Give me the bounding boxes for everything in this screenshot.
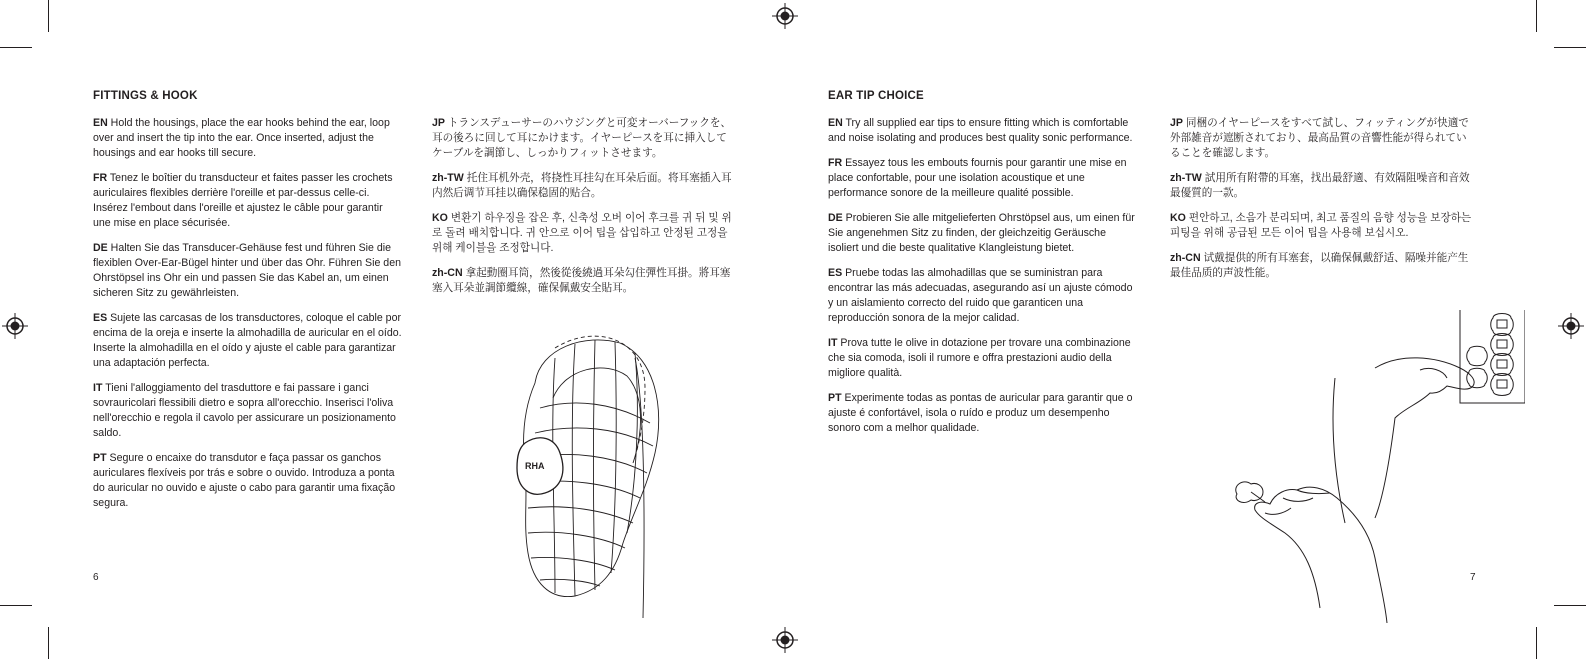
paragraph-zh-tw: zh-TW 試用所有附帶的耳塞，找出最舒適、有效隔阻噪音和音效最優質的一款。 (1170, 172, 1470, 199)
registration-mark-icon (772, 3, 798, 29)
page-number-right: 7 (1470, 572, 1476, 583)
paragraph-en: EN Hold the housings, place the ear hooks behind the ear, loop over and insert the tip into the ear. Once inserted, adjust the housings and ear hooks till secure. (93, 117, 390, 159)
paragraph-jp: JP 同梱のイヤーピースをすべて試し、フィッティングが快適で外部雑音が遮断されており、最高品質の音響性能が得られていることを確認します。 (1170, 117, 1469, 159)
paragraph-jp: JP トランスデューサーのハウジングと可変オーバーフックを、耳の後ろに回して耳にかけます。イヤーピースを耳に挿入してケーブルを調節し、しっかりフィットさせます。 (432, 117, 732, 159)
paragraph-es: ES Sujete las carcasas de los transductores, coloque el cable por encima de la oreja e inserte la almohadilla de auricular en el oído. Inserte la almohadilla en el oído y ajuste el cable para garantizar una adaptación perfecta. (93, 312, 402, 369)
ear-fitting-illustration (495, 328, 675, 623)
left-page-column-1 (93, 116, 403, 521)
paragraph-de: DE Halten Sie das Transducer-Gehäuse fest und führen Sie die flexiblen Over-Ear-Bügel hinter und über das Ohr. Führen Sie den Ohrstöpsel ins Ohr ein und passen Sie das Kabel an, um einen sicheren Sitz zu gewährleisten. (93, 242, 401, 299)
paragraph-ko: KO 변환기 하우징을 잡은 후, 신축성 오버 이어 후크를 귀 뒤 및 위로 돌려 배치합니다. 귀 안으로 이어 팁을 삽입하고 안정된 고정을 위해 케이블을 조정합니다. (432, 212, 732, 254)
crop-mark (48, 627, 49, 659)
section-heading-fittings: FITTINGS & HOOK (93, 90, 198, 102)
crop-mark (0, 47, 32, 48)
paragraph-ko: KO 편안하고, 소음가 분리되며, 최고 품질의 음향 성능을 보장하는 피팅을 위해 공급된 모든 이어 팁을 사용해 보십시오. (1170, 212, 1472, 239)
ear-tip-selection-illustration (1225, 308, 1525, 623)
section-heading-ear-tip: EAR TIP CHOICE (828, 90, 924, 102)
paragraph-fr: FR Essayez tous les embouts fournis pour garantir une mise en place confortable, pour une isolation acoustique et une performance sonore de la meilleure qualité possible. (828, 157, 1127, 199)
crop-mark (1536, 0, 1537, 32)
crop-mark (48, 0, 49, 32)
paragraph-it: IT Prova tutte le olive in dotazione per trovare una combinazione che sia comoda, isoli il rumore e offra prestazioni audio della migliore qualità. (828, 337, 1131, 379)
crop-mark (1536, 627, 1537, 659)
paragraph-pt: PT Segure o encaixe do transdutor e faça passar os ganchos auriculares flexíveis por trás e sobre o ouvido. Introduza a ponta do auricular no ouvido e ajuste o cabo para garantir uma fixação segura. (93, 452, 396, 509)
registration-mark-icon (2, 313, 28, 339)
registration-mark-icon (1558, 313, 1584, 339)
page-number-left: 6 (93, 572, 99, 583)
paragraph-pt: PT Experimente todas as pontas de auricular para garantir que o ajuste é confortável, isola o ruído e produz um desempenho sonoro com a melhor qualidade. (828, 392, 1133, 434)
paragraph-fr: FR Tenez le boîtier du transducteur et faites passer les crochets auriculaires flexibles derrière l'oreille et par-dessus celle-ci. Insérez l'embout dans l'oreille et ajustez le câble pour garantir une mise en place sécurisée. (93, 172, 393, 229)
crop-mark (1554, 605, 1586, 606)
paragraph-de: DE Probieren Sie alle mitgelieferten Ohrstöpsel aus, um einen für Sie angenehmen Sitz zu finden, der gleichzeitig Geräusche isoliert und die beste qualitative Klangleistung bietet. (828, 212, 1135, 254)
left-page-column-2 (432, 116, 737, 306)
registration-mark-icon (772, 627, 798, 653)
crop-mark (0, 605, 32, 606)
paragraph-zh-tw: zh-TW 托住耳机外壳，将挠性耳挂勾在耳朵后面。将耳塞插入耳内然后调节耳挂以确保稳固的贴合。 (432, 172, 732, 199)
paragraph-en: EN Try all supplied ear tips to ensure fitting which is comfortable and noise isolating and produces best quality sonic performance. (828, 117, 1133, 144)
paragraph-es: ES Pruebe todas las almohadillas que se suministran para encontrar las más adecuadas, asegurando así un ajuste cómodo y un aislamiento correcto del ruido que garanticen una reproducción sonora de la mejor calidad. (828, 267, 1133, 324)
paragraph-zh-cn: zh-CN 试戴提供的所有耳塞套，以确保佩戴舒适、隔噪并能产生最佳品质的声波性能。 (1170, 252, 1469, 279)
crop-mark (1554, 47, 1586, 48)
right-page-column-2 (1170, 116, 1475, 291)
right-page-column-1 (828, 116, 1138, 446)
rha-logo: RHA (525, 461, 545, 471)
paragraph-zh-cn: zh-CN 拿起動圈耳筒，然後從後繞過耳朵勾住彈性耳掛。將耳塞塞入耳朵並調節纜線，確保佩戴安全貼耳。 (432, 267, 731, 294)
paragraph-it: IT Tieni l'alloggiamento del trasduttore e fai passare i ganci sovrauricolari flessibili dietro e sopra all'orecchio. Inserisci l'oliva nell'orecchio e regola il cavolo per assicurare un posizionamento saldo. (93, 382, 396, 439)
